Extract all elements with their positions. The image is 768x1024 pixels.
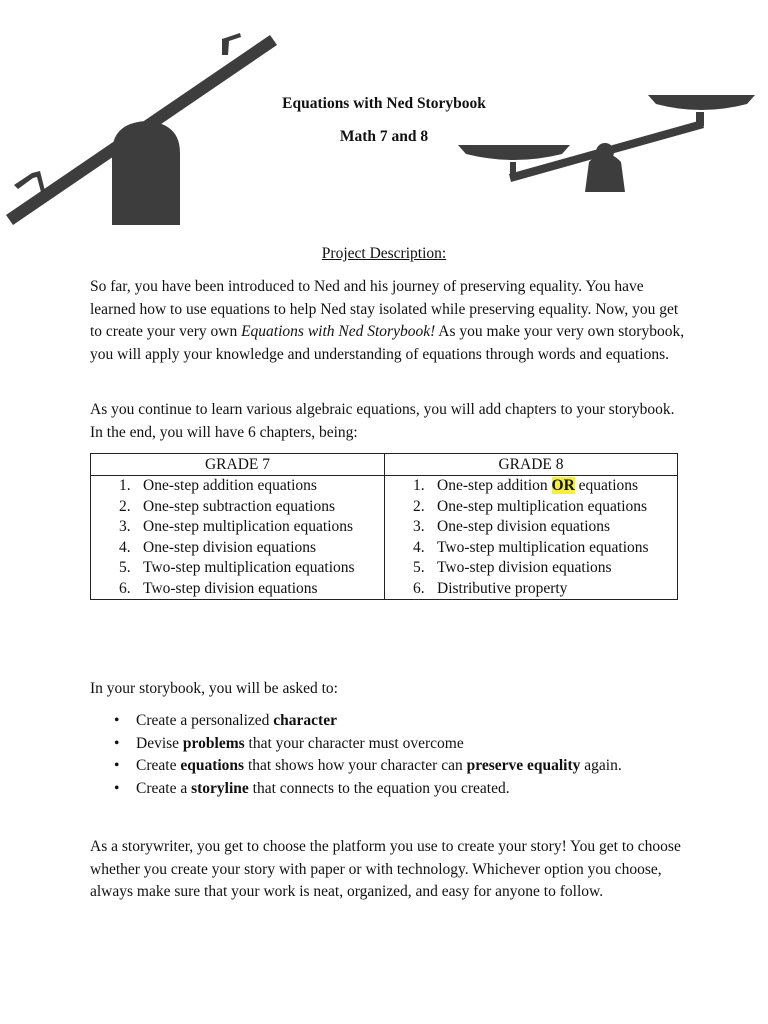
list-item: 6. Two-step division equations [119, 579, 318, 597]
list-item: 4. Two-step multiplication equations [413, 538, 649, 556]
bullet-icon: • [114, 757, 120, 775]
document-subtitle: Math 7 and 8 [339, 128, 429, 145]
bullet-icon: • [114, 712, 120, 729]
bullet-icon: • [114, 779, 120, 797]
list-item: 6. Distributive property [413, 579, 568, 597]
list-item: • Create a storyline that connects to the equation you created. [110, 778, 680, 801]
chapters-intro-paragraph: As you continue to learn various algebraic equations, you will add chapters to your storybook. In the end, you will have 6 chapters, being: [90, 401, 675, 441]
list-item: 2. One-step multiplication equations [413, 497, 648, 515]
or-highlight: OR [551, 477, 575, 494]
grade8-list [385, 476, 677, 599]
list-item: 4. One-step division equations [119, 538, 317, 556]
chapters-table [90, 453, 678, 600]
list-item: 3. One-step multiplication equations [119, 518, 354, 535]
list-item: 2. One-step subtraction equations [119, 497, 335, 515]
asked-intro: In your storybook, you will be asked to: [90, 680, 338, 697]
list-item: 1. One-step addition OR equations [413, 477, 639, 494]
closing-paragraph: As a storywriter, you get to choose the platform you use to create your story! You get to choose whether you create your story with paper or with technology. Whichever option you choose, always make sure that your work is neat, organized, and easy for anyone to follow. [90, 838, 681, 901]
grade7-list [91, 476, 384, 599]
document-title: Equations with Ned Storybook [282, 95, 486, 112]
list-item: 1. One-step addition equations [119, 477, 317, 494]
tasks-list [110, 710, 680, 800]
intro-paragraph: So far, you have been introduced to Ned and his journey of preserving equality. You have learned how to use equations to help Ned stay isolated while preserving equality. Now, you get to create your very own Equations with Ned Storybook! As you make your very own storybook, you will apply your knowledge and understanding of equations through words and equations. [90, 278, 685, 363]
list-item: • Create a personalized character [110, 710, 680, 733]
list-item: 5. Two-step multiplication equations [119, 559, 355, 576]
grade8-header: GRADE 8 [385, 454, 678, 476]
list-item: 3. One-step division equations [413, 518, 611, 535]
grade7-header: GRADE 7 [91, 454, 385, 476]
bullet-icon: • [114, 734, 120, 752]
list-item: • Create equations that shows how your character can preserve equality again. [110, 755, 680, 778]
grade7-cell [91, 476, 385, 600]
storybook-title-italic: Equations with Ned Storybook! [241, 323, 436, 341]
list-item: • Devise problems that your character must overcome [110, 733, 680, 756]
grade8-cell [385, 476, 678, 600]
project-description-heading: Project Description: [321, 245, 447, 262]
list-item: 5. Two-step division equations [413, 559, 612, 576]
